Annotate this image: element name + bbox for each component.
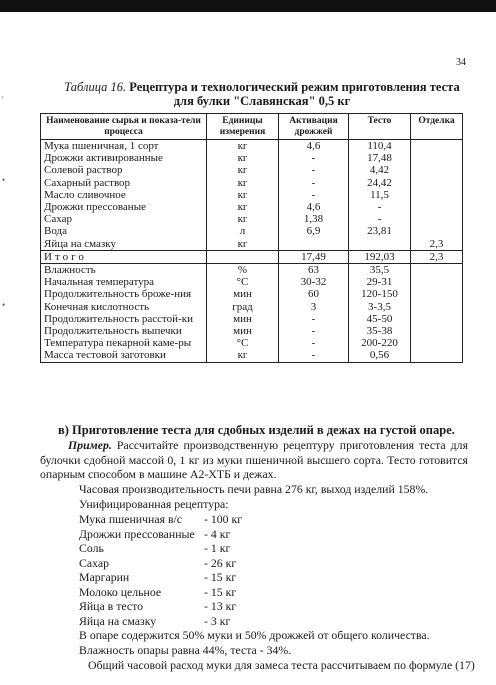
process-finish <box>411 313 463 325</box>
process-name: Температура пекарной каме-ры <box>41 337 207 349</box>
process-dough: 3-3,5 <box>349 301 411 313</box>
process-unit: % <box>207 264 279 277</box>
productivity-line: Часовая производительность печи равна 276 кг, выход изделий 158%. <box>79 482 429 496</box>
ingredient-unit: л <box>207 225 279 237</box>
ingredient-name: Сахарный раствор <box>41 177 207 189</box>
note-2: Влажность опары равна 44%, теста - 34%. <box>79 643 292 657</box>
process-finish <box>411 276 463 288</box>
process-row <box>41 313 463 325</box>
ingredient-unit: кг <box>207 189 279 201</box>
process-dough: 0,56 <box>349 349 411 362</box>
process-name: Конечная кислотность <box>41 301 207 313</box>
process-row <box>41 337 463 349</box>
ingredient-unit: кг <box>207 238 279 251</box>
section-title: в) Приготовление теста для сдобных изделий в дежах на густой опаре. <box>58 423 455 437</box>
ingredient-name: Масло сливочное <box>41 189 207 201</box>
process-finish <box>411 264 463 277</box>
ingredient-unit: кг <box>207 164 279 176</box>
unified-ingredient-name: Маргарин <box>79 570 130 584</box>
ingredient-name: Мука пшеничная, 1 сорт <box>41 140 207 153</box>
ingredient-row <box>41 225 463 237</box>
ingredient-dough <box>349 238 411 251</box>
table-caption-label: Таблица 16. <box>64 80 127 94</box>
note-3: Общий часовой расход муки для замеса теста рассчитываем по формуле (17) <box>88 658 475 672</box>
recipe-table <box>40 113 463 363</box>
ingredient-row <box>41 189 463 201</box>
ingredient-activation: 4,6 <box>279 140 349 153</box>
margin-mark: ' <box>2 95 4 105</box>
unified-ingredient-amount: - 1 кг <box>204 541 231 555</box>
ingredient-dough: 4,42 <box>349 164 411 176</box>
ingredient-row <box>41 201 463 213</box>
ingredient-row <box>41 152 463 164</box>
ingredient-activation: 6,9 <box>279 225 349 237</box>
process-activation: 3 <box>279 301 349 313</box>
unified-ingredient-amount: - 15 кг <box>204 570 237 584</box>
process-dough: 200-220 <box>349 337 411 349</box>
note-1: В опаре содержится 50% муки и 50% дрожжей от общего количества. <box>79 628 430 642</box>
total-unit <box>207 250 279 263</box>
unified-ingredient-name: Дрожжи прессованные <box>79 526 195 541</box>
total-dough: 192,03 <box>349 250 411 263</box>
ingredient-finish <box>411 152 463 164</box>
scan-top-border <box>0 0 496 12</box>
process-name: Начальная температура <box>41 276 207 288</box>
ingredient-finish <box>411 177 463 189</box>
process-activation: - <box>279 349 349 362</box>
ingredient-row <box>41 177 463 189</box>
ingredient-unit: кг <box>207 177 279 189</box>
process-unit: кг <box>207 349 279 362</box>
process-name: Продолжительность броже-ния <box>41 288 207 300</box>
process-unit: °С <box>207 337 279 349</box>
unified-ingredient-name: Молоко цельное <box>79 584 162 599</box>
ingredient-dough: - <box>349 213 411 225</box>
ingredient-finish <box>411 213 463 225</box>
table-header-row <box>41 114 463 140</box>
ingredient-name: Сахар <box>41 213 207 225</box>
process-row <box>41 276 463 288</box>
process-activation: - <box>279 325 349 337</box>
ingredient-row <box>41 164 463 176</box>
example-paragraph <box>40 438 468 482</box>
ingredient-activation: 1,38 <box>279 213 349 225</box>
example-lead: Пример. <box>68 438 112 452</box>
header-unit: Единицы измерения <box>207 114 279 140</box>
ingredient-finish <box>411 201 463 213</box>
unified-ingredient-name: Соль <box>79 541 104 555</box>
margin-mark: • <box>2 175 6 185</box>
process-dough: 35,5 <box>349 264 411 277</box>
ingredient-unit: кг <box>207 213 279 225</box>
unified-ingredient-amount: - 13 кг <box>204 599 237 613</box>
process-finish <box>411 349 463 362</box>
ingredient-finish <box>411 225 463 237</box>
process-name: Масса тестовой заготовки <box>41 349 207 362</box>
ingredient-finish <box>411 140 463 153</box>
ingredient-activation <box>279 238 349 251</box>
ingredient-name: Дрожжи активированные <box>41 152 207 164</box>
ingredient-activation: - <box>279 189 349 201</box>
process-finish <box>411 301 463 313</box>
process-dough: 45-50 <box>349 313 411 325</box>
process-name: Влажность <box>41 264 207 277</box>
ingredient-dough: 23,81 <box>349 225 411 237</box>
unified-ingredient-name: Яйца на смазку <box>79 613 157 628</box>
unified-ingredient-amount: - 26 кг <box>204 555 237 570</box>
process-activation: 60 <box>279 288 349 300</box>
unified-title: Унифицированная рецептура: <box>79 497 229 511</box>
ingredient-unit: кг <box>207 201 279 213</box>
process-activation: 30-32 <box>279 276 349 288</box>
header-dough: Тесто <box>349 114 411 140</box>
process-unit: °С <box>207 276 279 288</box>
header-activation: Активация дрожжей <box>279 114 349 140</box>
ingredient-name: Солевой раствор <box>41 164 207 176</box>
ingredient-activation: 4,6 <box>279 201 349 213</box>
ingredient-dough: - <box>349 201 411 213</box>
ingredient-name: Вода <box>41 225 207 237</box>
process-activation: 63 <box>279 264 349 277</box>
unified-ingredient-name: Мука пшеничная в/с <box>79 512 183 526</box>
ingredient-dough: 110,4 <box>349 140 411 153</box>
unified-ingredient-amount: - 15 кг <box>204 584 237 599</box>
total-label: Итого <box>41 250 207 263</box>
unified-ingredient-amount: - 100 кг <box>204 512 243 526</box>
process-dough: 120-150 <box>349 288 411 300</box>
process-finish <box>411 337 463 349</box>
ingredient-dough: 24,42 <box>349 177 411 189</box>
process-name: Продолжительность выпечки <box>41 325 207 337</box>
process-row <box>41 349 463 362</box>
process-dough: 35-38 <box>349 325 411 337</box>
ingredient-finish <box>411 164 463 176</box>
header-name: Наименование сырья и показа-тели процесса <box>41 114 207 140</box>
ingredient-finish <box>411 189 463 201</box>
process-finish <box>411 325 463 337</box>
ingredient-name: Дрожжи прессованые <box>41 201 207 213</box>
process-activation: - <box>279 313 349 325</box>
process-row <box>41 301 463 313</box>
unified-ingredient-amount: - 4 кг <box>204 526 231 541</box>
margin-mark: • <box>2 300 6 310</box>
ingredient-dough: 17,48 <box>349 152 411 164</box>
unified-ingredient-name: Яйца в тесто <box>79 599 144 613</box>
header-finish: Отделка <box>411 114 463 140</box>
total-row <box>41 250 463 263</box>
process-dough: 29-31 <box>349 276 411 288</box>
page-number: 34 <box>456 57 466 68</box>
process-unit: мин <box>207 288 279 300</box>
example-text: Рассчитайте производственную рецептуру приготовления теста для булочки сдобной массой 0, 1 кг из муки пшеничной высшего сорта. Тесто готовится опарным способом в машине А2-ХТБ и дежах. <box>40 438 468 481</box>
ingredient-finish: 2,3 <box>411 238 463 251</box>
ingredient-activation: - <box>279 177 349 189</box>
process-row <box>41 288 463 300</box>
table-caption-line-2: для булки "Славянская" 0,5 кг <box>173 94 351 108</box>
process-activation: - <box>279 337 349 349</box>
ingredient-row <box>41 213 463 225</box>
table-caption-text: Рецептура и технологический режим приготовления теста <box>129 80 460 94</box>
process-row <box>41 325 463 337</box>
process-unit: мин <box>207 313 279 325</box>
ingredient-activation: - <box>279 152 349 164</box>
ingredient-dough: 11,5 <box>349 189 411 201</box>
process-row <box>41 264 463 277</box>
total-finish: 2,3 <box>411 250 463 263</box>
unified-ingredient-amount: - 3 кг <box>204 613 231 628</box>
ingredient-unit: кг <box>207 140 279 153</box>
unified-ingredient-name: Сахар <box>79 555 109 570</box>
process-finish <box>411 288 463 300</box>
total-activation: 17,49 <box>279 250 349 263</box>
ingredient-row <box>41 238 463 251</box>
process-unit: град <box>207 301 279 313</box>
process-unit: мин <box>207 325 279 337</box>
ingredient-name: Яйца на смазку <box>41 238 207 251</box>
table-caption-line-1 <box>52 80 472 95</box>
ingredient-row <box>41 140 463 153</box>
ingredient-activation: - <box>279 164 349 176</box>
process-name: Продолжительность расстой-ки <box>41 313 207 325</box>
ingredient-unit: кг <box>207 152 279 164</box>
